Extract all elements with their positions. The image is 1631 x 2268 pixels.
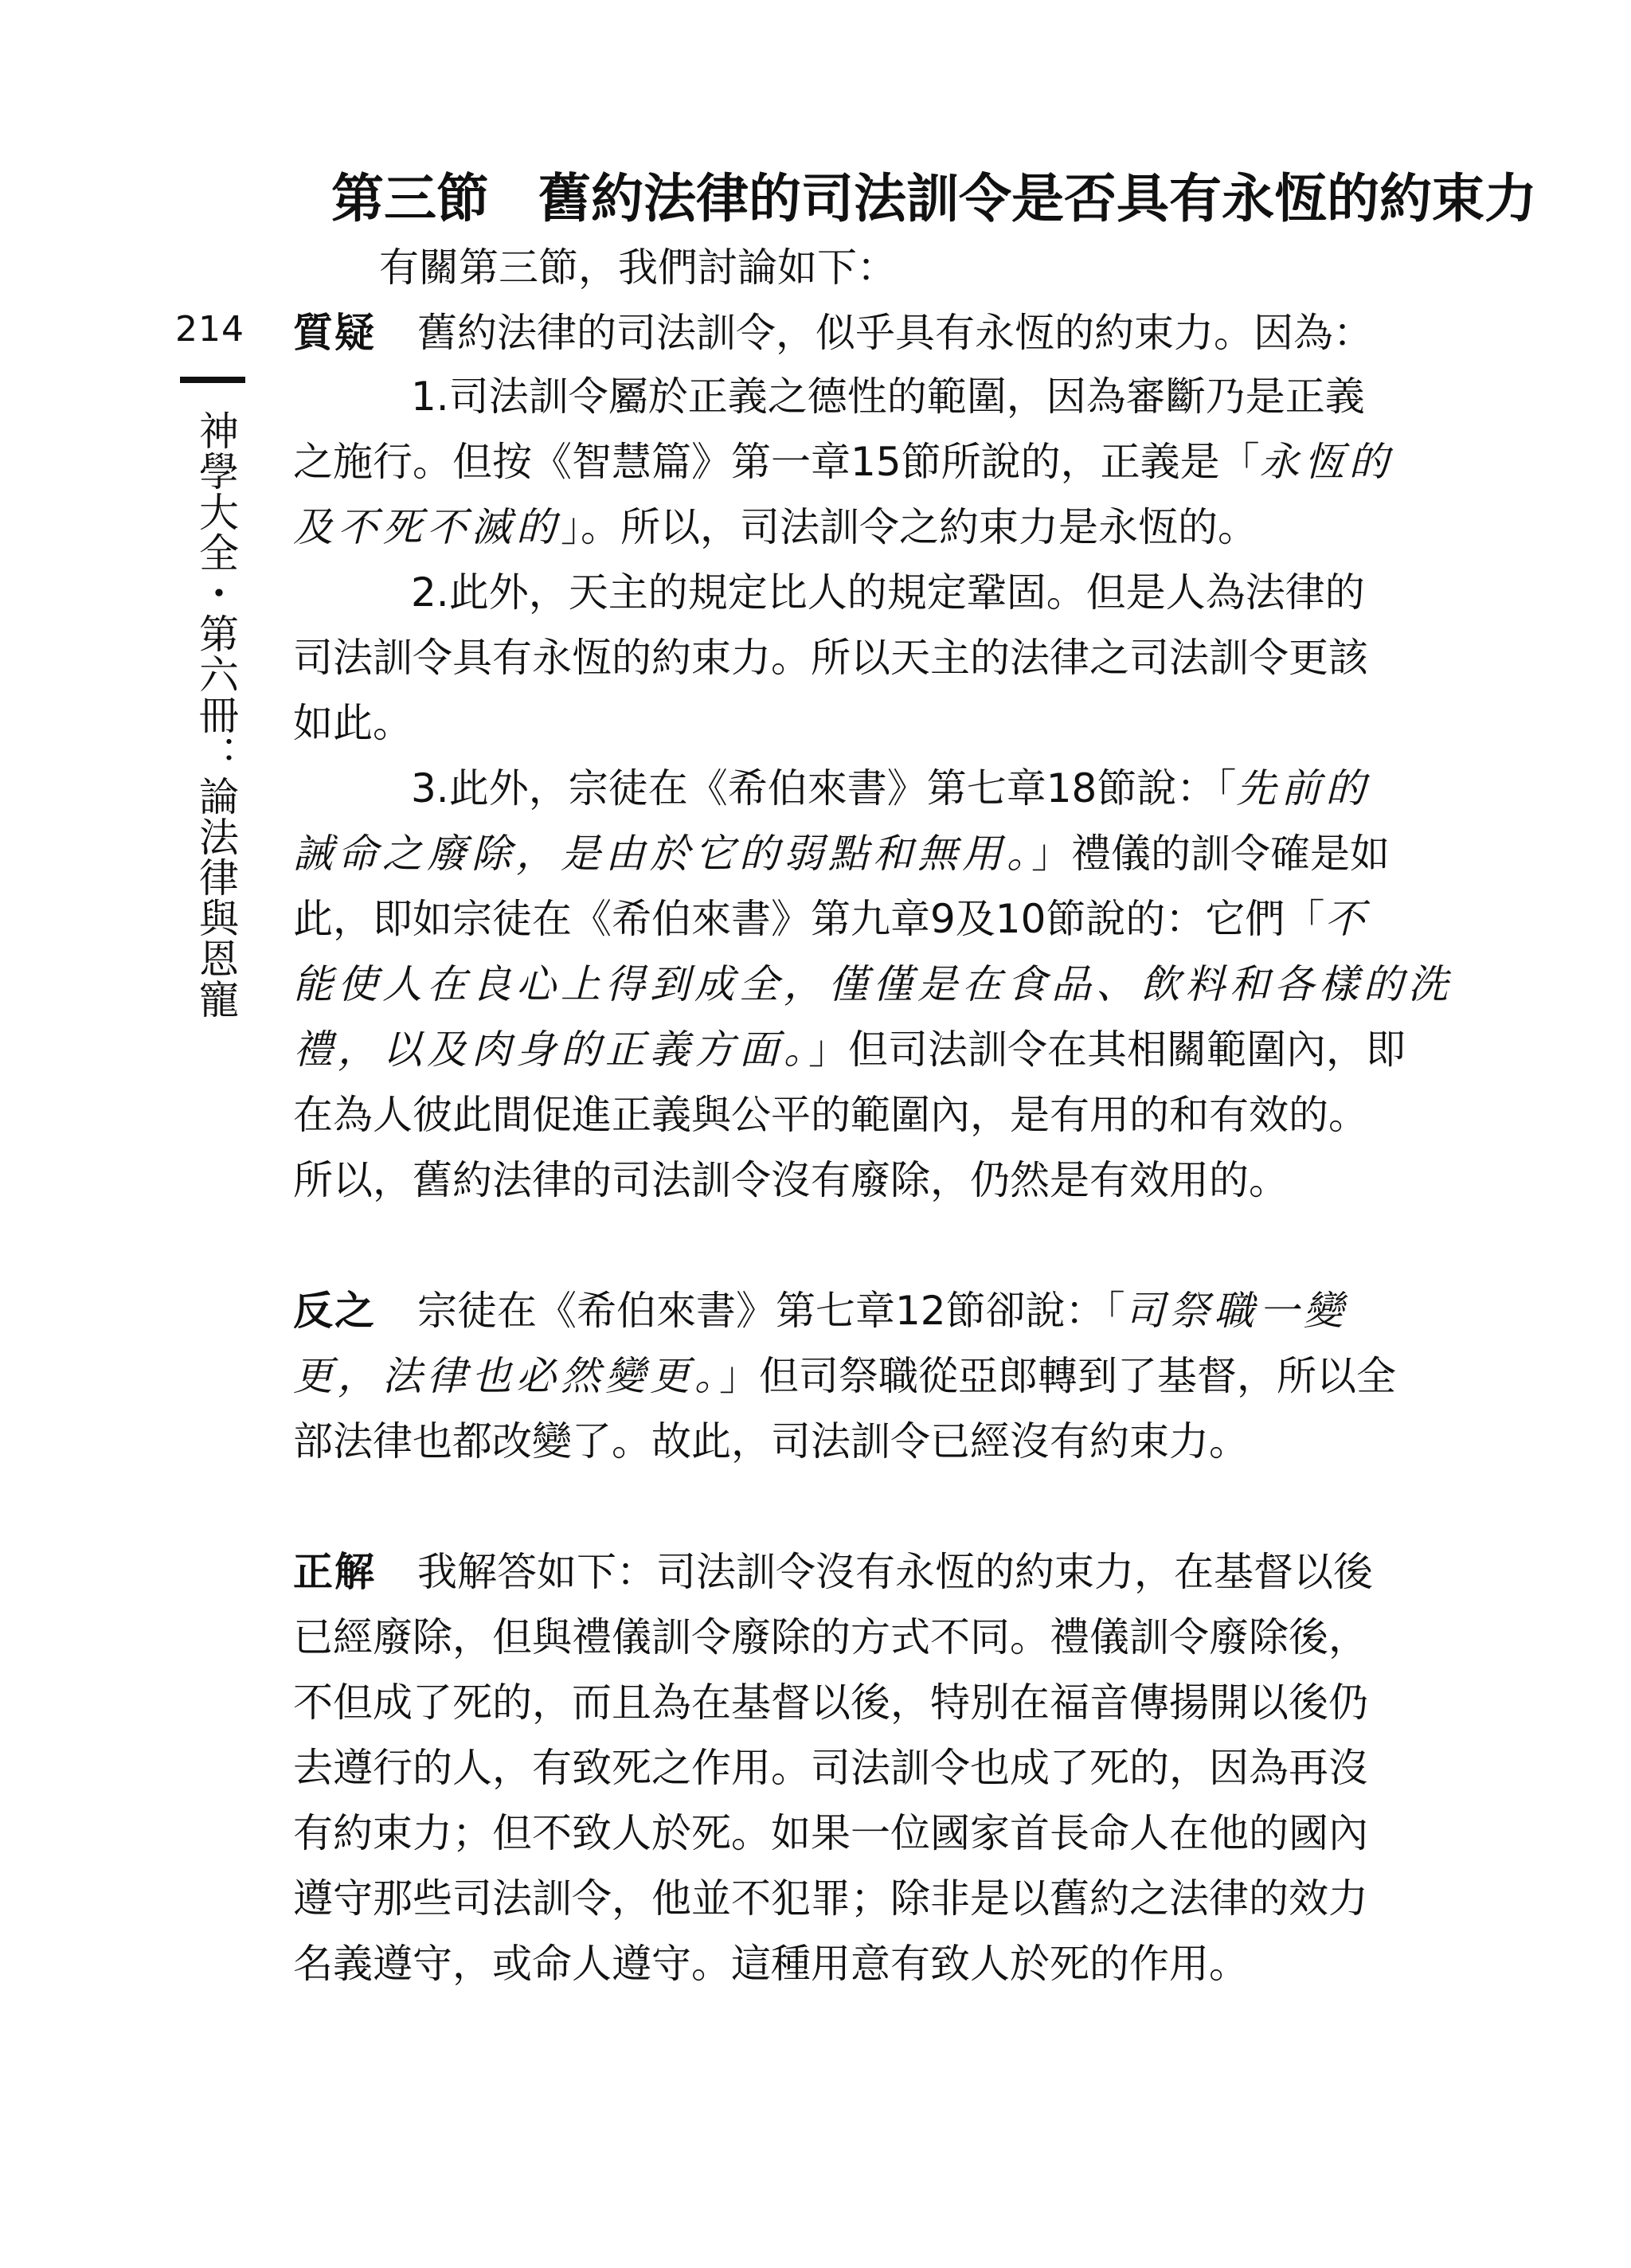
sed-contra-line2 <box>293 1351 1396 1402</box>
running-head: 神學大全・第六冊：論法律與恩寵 <box>193 410 239 1019</box>
objection1-quote-end: 及不死不滅的 <box>293 504 561 550</box>
objection3-line3-text: 此，即如宗徒在《希伯來書》第九章9及10節說的：它們「 <box>293 896 1325 942</box>
answer-line6: 遵守那些司法訓令，他並不犯罪；除非是以舊約之法律的效力 <box>293 1875 1368 1922</box>
answer-line1-text: 我解答如下：司法訓令沒有永恆的約束力，在基督以後 <box>417 1549 1373 1595</box>
answer-line4: 去遵行的人，有致死之作用。司法訓令也成了死的，因為再沒 <box>293 1745 1368 1791</box>
sed-contra-line1-text: 宗徒在《希伯來書》第七章12節卻說：「 <box>417 1288 1125 1334</box>
page-number: 214 <box>175 309 244 350</box>
answer-line7: 名義遵守，或命人遵守。這種用意有致人於死的作用。 <box>293 1941 1249 1987</box>
sed-contra-quote-end: 更，法律也必然變更。 <box>293 1353 719 1399</box>
objection3-quote2-start: 不 <box>1324 896 1370 942</box>
sed-contra-label: 反之 <box>293 1288 376 1334</box>
answer-line5: 有約束力；但不致人於死。如果一位國家首長命人在他的國內 <box>293 1810 1368 1856</box>
answer-line3: 不但成了死的，而且為在基督以後，特別在福音傳揚開以後仍 <box>293 1679 1368 1726</box>
objection1-line3-text: 」。所以，司法訓令之約束力是永恆的。 <box>561 504 1257 550</box>
margin-rule <box>180 377 245 383</box>
objection1-line1: 1.司法訓令屬於正義之德性的範圍，因為審斷乃是正義 <box>411 373 1365 420</box>
objection1-line2 <box>293 436 1394 487</box>
objection2-line1: 2.此外，天主的規定比人的規定鞏固。但是人為法律的 <box>411 569 1365 616</box>
section-heading <box>331 156 1537 232</box>
sed-contra-line1 <box>293 1285 1348 1336</box>
objection3-line5-text: 」但司法訓令在其相關範圍內，即 <box>808 1026 1406 1073</box>
sed-contra-line3: 部法律也都改變了。故此，司法訓令已經沒有約束力。 <box>293 1418 1249 1464</box>
objection3-line3 <box>293 894 1369 944</box>
answer-line2: 已經廢除，但與禮儀訓令廢除的方式不同。禮儀訓令廢除後， <box>293 1614 1368 1660</box>
objection2-line2: 司法訓令具有永恆的約束力。所以天主的法律之司法訓令更該 <box>293 635 1368 681</box>
answer-label: 正解 <box>293 1549 376 1595</box>
sed-contra-quote-start: 司祭職一變 <box>1124 1288 1348 1334</box>
objection3-line2 <box>293 828 1390 879</box>
objections-label: 質疑 <box>293 310 376 356</box>
objection1-line2-text: 之施行。但按《智慧篇》第一章15節所說的，正義是「 <box>293 439 1260 485</box>
sed-contra-line2-text: 」但司祭職從亞郎轉到了基督，所以全 <box>719 1353 1396 1399</box>
objection3-quote2-end: 禮，以及肉身的正義方面。 <box>293 1026 808 1073</box>
objections-lead: 舊約法律的司法訓令，似乎具有永恆的約束力。因為： <box>417 310 1373 356</box>
objection3-line6: 在為人彼此間促進正義與公平的範圍內，是有用的和有效的。 <box>293 1092 1368 1138</box>
objection3-line7: 所以，舊約法律的司法訓令沒有廢除，仍然是有效用的。 <box>293 1157 1289 1203</box>
objection3-line2-text: 」禮儀的訓令確是如 <box>1031 831 1390 877</box>
objection3-quote1-end: 誡命之廢除，是由於它的弱點和無用。 <box>293 831 1031 877</box>
section-number: 第三節 <box>331 167 489 229</box>
objection1-quote-start: 永恆的 <box>1259 439 1394 485</box>
objection3-line1 <box>411 763 1370 814</box>
objection3-line1-text: 3.此外，宗徒在《希伯來書》第七章18節說：「 <box>411 765 1237 811</box>
objection3-quote1-start: 先前的 <box>1236 765 1371 811</box>
section-title: 舊約法律的司法訓令是否具有永恆的約束力 <box>538 167 1537 229</box>
objection3-line4: 能使人在良心上得到成全，僅僅是在食品、飲料和各樣的洗 <box>293 961 1453 1007</box>
objection2-line3: 如此。 <box>293 700 413 746</box>
section-intro: 有關第三節，我們討論如下： <box>379 244 897 291</box>
answer-line1 <box>293 1547 1373 1597</box>
objections-line <box>293 307 1373 358</box>
objection1-line3 <box>293 502 1257 553</box>
objection3-line5 <box>293 1024 1406 1075</box>
